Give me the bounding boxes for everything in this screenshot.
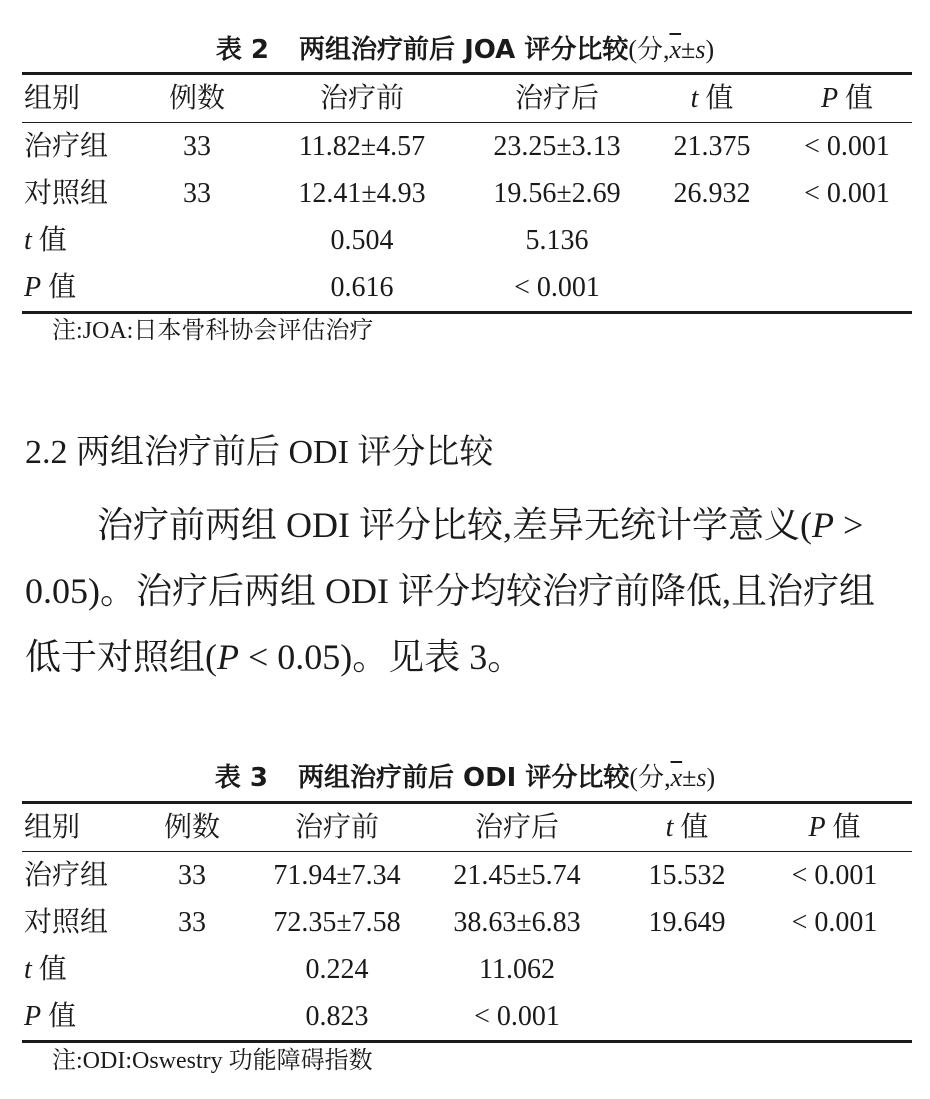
table-row (22, 264, 912, 311)
table3-header-after: 治疗后 (474, 812, 559, 843)
table3-caption (0, 760, 930, 796)
table3-cell-p: < 0.001 (791, 907, 878, 938)
table2-t-row-sym: t (24, 225, 32, 256)
table2-cell-count: 33 (183, 178, 211, 209)
table-row (22, 123, 912, 170)
table2-p-row-before: 0.616 (330, 272, 394, 303)
table3-t-row-text: 值 (38, 954, 67, 985)
table2 (22, 72, 912, 314)
table2-unit-open: (分, (628, 35, 670, 64)
table2-cell-count: 33 (183, 131, 211, 162)
table2-header-p (782, 75, 912, 122)
paragraph-p-symbol-1: P (811, 505, 834, 545)
table3-cell-before: 71.94±7.34 (273, 860, 401, 891)
table3-caption-title: 两组治疗前后 ODI 评分比较 (297, 763, 630, 793)
table2-caption (0, 32, 930, 68)
table3-p-row-label (24, 993, 76, 1040)
table2-p-row-label (24, 264, 76, 311)
table2-unit-close: ) (705, 35, 715, 64)
table2-header-t-sym: t (690, 83, 699, 114)
table2-t-row-label (24, 217, 67, 264)
table2-cell-t: 26.932 (673, 178, 751, 209)
table3 (22, 801, 912, 1043)
table2-header-count: 例数 (168, 83, 225, 114)
table2-header-group: 组别 (24, 83, 81, 114)
table3-header-t (622, 804, 752, 851)
table3-header-count: 例数 (163, 812, 220, 843)
table2-unit-x: $\overline{x}$ (669, 35, 682, 64)
table2-cell-after: 19.56±2.69 (493, 178, 621, 209)
table-row (22, 899, 912, 946)
table2-p-row-text: 值 (48, 272, 77, 303)
table2-header-p-sym: P (820, 83, 839, 114)
table3-header-p-sym: P (808, 812, 826, 843)
table2-p-row-after: < 0.001 (514, 272, 600, 303)
table2-header-before: 治疗前 (319, 83, 404, 114)
section-heading: 2.2 两组治疗前后 ODI 评分比较 (25, 434, 494, 471)
table2-t-row-text: 值 (38, 225, 67, 256)
table3-caption-unit (629, 763, 715, 792)
table2-t-row-before: 0.504 (330, 225, 394, 256)
table2-cell-p: < 0.001 (804, 131, 890, 162)
table-row (22, 217, 912, 264)
table3-cell-t: 19.649 (648, 907, 726, 938)
table2-cell-group: 治疗组 (24, 131, 109, 162)
table3-t-row-after: 11.062 (479, 954, 555, 985)
paragraph-text-2: > 0.05)。治疗后两组 ODI 评分均较治疗前降低,且治疗组低于对照组( (25, 505, 875, 677)
table2-cell-before: 11.82±4.57 (298, 131, 426, 162)
table3-cell-before: 72.35±7.58 (273, 907, 401, 938)
paragraph-text-3: < 0.05)。见表 3。 (239, 637, 524, 677)
table3-header-group: 组别 (24, 812, 81, 843)
table2-cell-before: 12.41±4.93 (298, 178, 426, 209)
table-row (22, 946, 912, 993)
paragraph-p-symbol-2: P (217, 637, 239, 677)
table3-caption-label: 表 3 (214, 763, 268, 793)
table2-caption-label: 表 2 (215, 35, 270, 65)
table3-unit-x: $\overline{x}$ (670, 763, 683, 792)
table3-t-row-label (24, 946, 67, 993)
table2-unit-pm: ± (681, 35, 696, 64)
table3-cell-group: 对照组 (24, 907, 109, 938)
table3-t-row-sym: t (24, 954, 32, 985)
table2-header-t (652, 75, 772, 122)
table3-p-row-before: 0.823 (305, 1001, 369, 1032)
table3-cell-t: 15.532 (648, 860, 726, 891)
table2-caption-unit (628, 35, 714, 64)
table-row (22, 852, 912, 899)
table2-cell-after: 23.25±3.13 (493, 131, 621, 162)
paragraph-text-1: 治疗前两组 ODI 评分比较,差异无统计学意义( (97, 505, 812, 545)
table2-caption-title: 两组治疗前后 JOA 评分比较 (299, 35, 629, 65)
table2-unit-s: s (695, 35, 706, 64)
table2-cell-group: 对照组 (24, 178, 109, 209)
table-row (22, 170, 912, 217)
table3-unit-s: s (696, 763, 707, 792)
table3-p-row-text: 值 (48, 1001, 77, 1032)
table2-header-p-label: 值 (845, 83, 874, 114)
table3-header-p (767, 804, 902, 851)
table2-cell-p: < 0.001 (804, 178, 890, 209)
table3-p-row-after: < 0.001 (474, 1001, 560, 1032)
table2-t-row-after: 5.136 (525, 225, 589, 256)
table3-header-t-label: 值 (680, 812, 709, 843)
table3-header-p-label: 值 (832, 812, 861, 843)
table3-p-row-sym: P (24, 1001, 42, 1032)
table2-note: 注:JOA:日本骨科协会评估治疗 (52, 318, 374, 344)
section-paragraph (25, 492, 910, 690)
table3-header-row (22, 804, 912, 851)
table3-note: 注:ODI:Oswestry 功能障碍指数 (52, 1048, 373, 1074)
table2-cell-t: 21.375 (673, 131, 751, 162)
table-row (22, 993, 912, 1040)
table3-t-row-before: 0.224 (305, 954, 369, 985)
table2-header-after: 治疗后 (514, 83, 599, 114)
table2-p-row-sym: P (24, 272, 42, 303)
table3-unit-pm: ± (682, 763, 697, 792)
table3-unit-close: ) (706, 763, 716, 792)
table3-cell-count: 33 (178, 907, 206, 938)
table3-cell-after: 38.63±6.83 (453, 907, 581, 938)
table3-cell-after: 21.45±5.74 (453, 860, 581, 891)
table3-header-before: 治疗前 (294, 812, 379, 843)
table2-header-row (22, 75, 912, 122)
table3-cell-count: 33 (178, 860, 206, 891)
table3-header-t-sym: t (665, 812, 674, 843)
table2-header-t-label: 值 (705, 83, 734, 114)
table3-unit-open: (分, (629, 763, 671, 792)
table3-cell-p: < 0.001 (791, 860, 878, 891)
table3-cell-group: 治疗组 (24, 860, 109, 891)
